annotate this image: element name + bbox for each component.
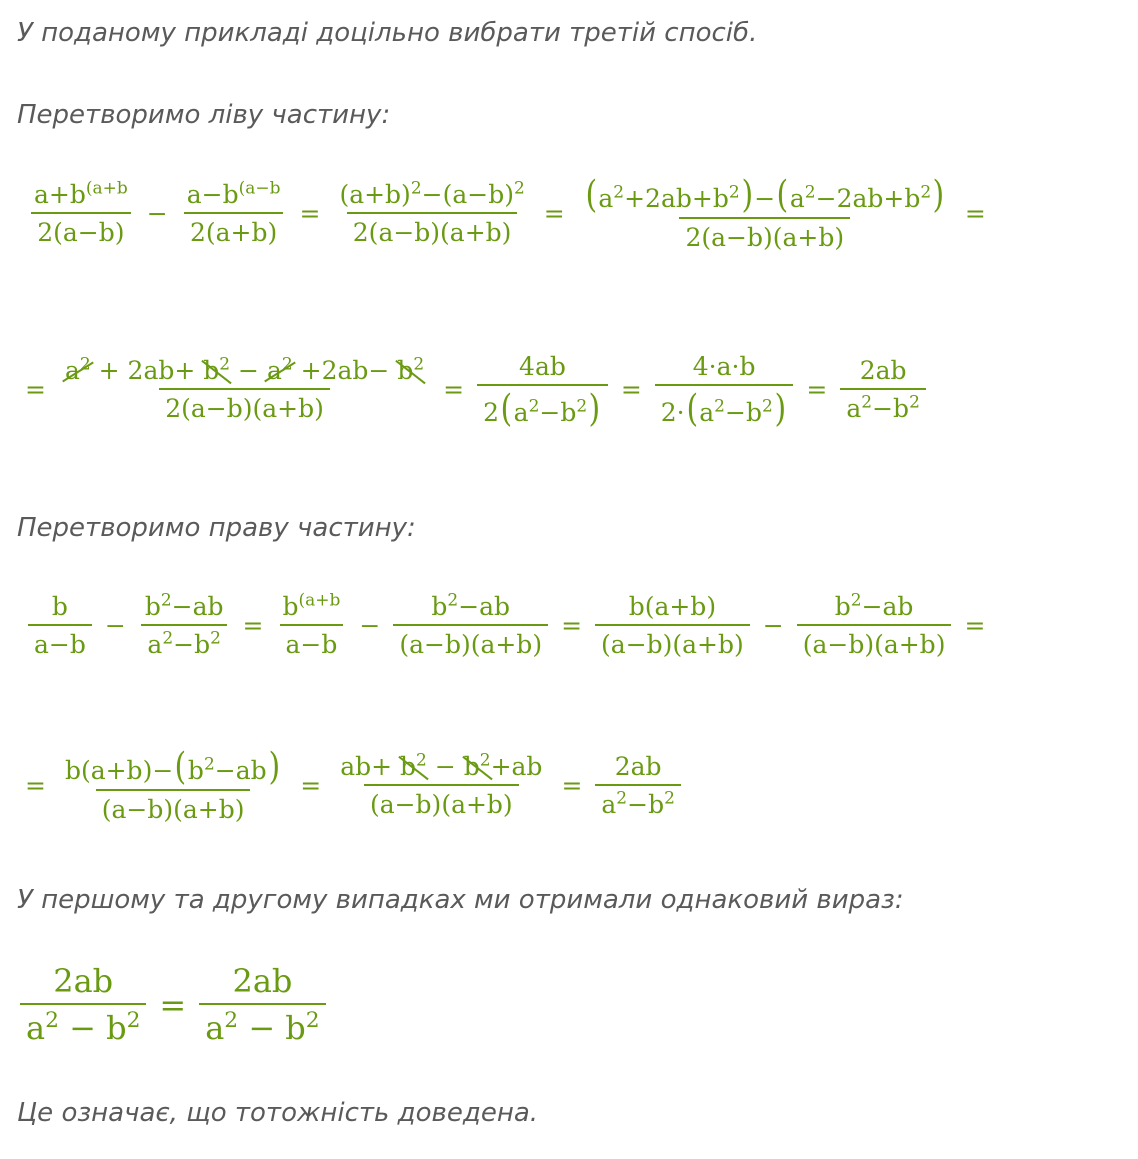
fraction: $\frac{b^{(a+b}}{a-b}$ (276, 592, 346, 659)
left-equation-line-1: $\frac{a+b^{(a+b}}{2(a-b)}$ − $\frac{a-b^{(a-b}}{2(a+b)}$ = $\frac{(a+b)^2-(a-b)^2}{2(a-b)(a+b)}$ = $\frac{(a^2+2ab+b^2)-(a^2-2ab+b^2)}{2(a-b)(a+b)}$ = (25, 176, 996, 252)
cancel-fraction: $\frac{a^2 + 2ab+ b^2 - a^2 +2ab- b^2}{2(a-b)(a+b)}$ (64, 354, 425, 424)
same-result-heading: У першому та другому випадках ми отримали однаковий вираз: (17, 885, 904, 915)
fraction: $\frac{2ab}{a^2 - b^2}$ (199, 962, 325, 1047)
intro-text: У поданому прикладі доцільно вибрати третій спосіб. (17, 18, 758, 48)
fraction: $\frac{b^2-ab}{(a-b)(a+b)}$ (797, 592, 952, 659)
fraction: $\frac{2ab}{a^2-b^2}$ (840, 356, 926, 423)
fraction: $\frac{(a+b)^2-(a-b)^2}{2(a-b)(a+b)}$ (339, 178, 525, 248)
final-equation: $\frac{2ab}{a^2 - b^2}$ = $\frac{2ab}{a^2 - b^2}$ (17, 962, 329, 1047)
right-side-heading: Перетворимо праву частину: (17, 513, 416, 543)
fraction: $\frac{b^2-ab}{(a-b)(a+b)}$ (393, 592, 548, 659)
fraction: $\frac{b(a+b)-(b^2-ab)}{(a-b)(a+b)}$ (64, 744, 280, 824)
fraction: $\frac{b(a+b)}{(a-b)(a+b)}$ (595, 592, 750, 659)
right-equation-line-1: $\frac{b}{a-b}$ − $\frac{b^2-ab}{a^2-b^2}$ = $\frac{b^{(a+b}}{a-b}$ − $\frac{b^2-ab}{(a-b)(a+b)}$ = $\frac{b(a+b)}{(a-b)(a+b)}$ − $\frac{b^2-ab}{(a-b)(a+b)}$ = (25, 592, 995, 659)
fraction: $\frac{b}{a-b}$ (28, 592, 92, 659)
fraction: $\frac{b^2-ab}{a^2-b^2}$ (139, 592, 230, 659)
fraction: $\frac{4ab}{2(a^2-b^2)}$ (477, 352, 608, 428)
cancel-fraction: $\frac{ab+ b^2 - b^2+ab}{(a-b)(a+b)}$ (340, 750, 543, 820)
fraction: $\frac{2ab}{a^2-b^2}$ (595, 752, 681, 819)
right-equation-line-2: = $\frac{b(a+b)-(b^2-ab)}{(a-b)(a+b)}$ = $\frac{ab+ b^2 - b^2+ab}{(a-b)(a+b)}$ = $\frac{2ab}{a^2-b^2}$ (25, 748, 684, 824)
conclusion-text: Це означає, що тотожність доведена. (17, 1098, 539, 1128)
left-side-heading: Перетворимо ліву частину: (17, 100, 391, 130)
fraction: $\frac{2ab}{a^2 - b^2}$ (20, 962, 146, 1047)
fraction: $\frac{(a^2+2ab+b^2)-(a^2-2ab+b^2)}{2(a-b)(a+b)}$ (585, 172, 945, 252)
left-equation-line-2: = $\frac{a^2 + 2ab+ b^2 - a^2 +2ab- b^2}{2(a-b)(a+b)}$ = $\frac{4ab}{2(a^2-b^2)}$ = $\frac{4\cdot a\cdot b}{2\cdot(a^2-b^2)}$ = $\frac{2ab}{a^2-b^2}$ (25, 352, 929, 428)
fraction: $\frac{a-b^{(a-b}}{2(a+b)}$ (181, 180, 287, 247)
fraction: $\frac{a+b^{(a+b}}{2(a-b)}$ (28, 180, 134, 247)
fraction: $\frac{4\cdot a\cdot b}{2\cdot(a^2-b^2)}$ (655, 352, 794, 428)
